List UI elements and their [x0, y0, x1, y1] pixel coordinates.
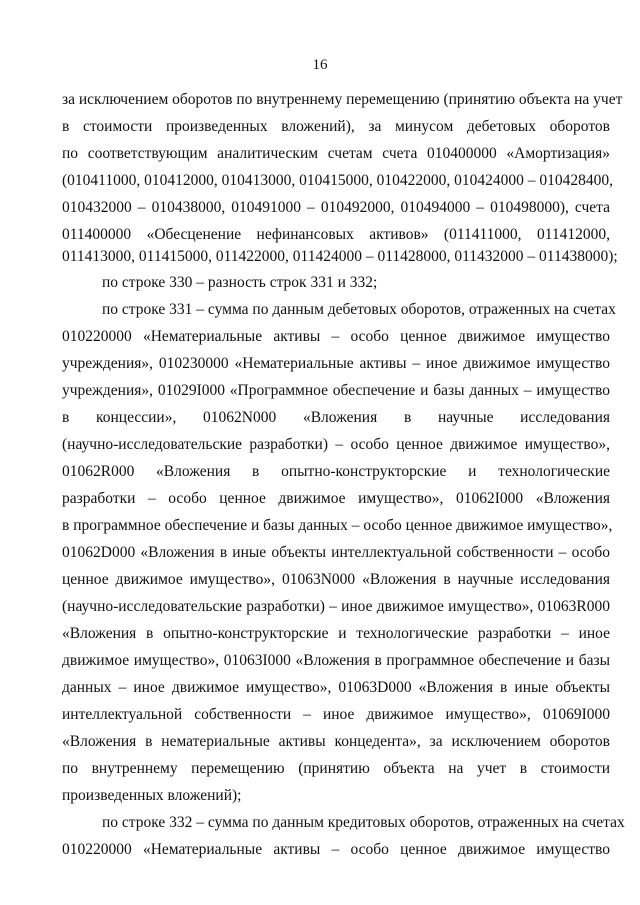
text-line: 010220000 «Нематериальные активы – особо ценное движимое имущество	[62, 841, 610, 858]
text-line: 01062R000 «Вложения в опытно-конструкторские и технологические	[62, 463, 610, 480]
text-line: 010220000 «Нематериальные активы – особо ценное движимое имущество	[62, 328, 610, 345]
text-line: по строке 330 – разность строк 331 и 332;	[102, 274, 378, 291]
text-line: в концессии», 01062N000 «Вложения в научные исследования	[62, 409, 610, 426]
text-line: разработки – особо ценное движимое имущество», 01062I000 «Вложения	[62, 490, 610, 507]
text-line: учреждения», 01029I000 «Программное обеспечение и базы данных – имущество	[62, 382, 610, 399]
text-line: (010411000, 010412000, 010413000, 010415000, 010422000, 010424000 – 010428400,	[62, 172, 613, 189]
text-line: за исключением оборотов по внутреннему перемещению (принятию объекта на учет	[62, 91, 623, 108]
text-line: 011413000, 011415000, 011422000, 011424000 – 011428000, 011432000 – 011438000);	[62, 248, 618, 265]
text-line: по строке 332 – сумма по данным кредитовых оборотов, отраженных на счетах	[102, 814, 625, 831]
text-line: произведенных вложений);	[62, 787, 242, 804]
text-line: по внутреннему перемещению (принятию объекта на учет в стоимости	[62, 760, 610, 777]
text-line: 010432000 – 010438000, 010491000 – 010492000, 010494000 – 010498000), счета	[62, 199, 610, 216]
text-line: 011400000 «Обесценение нефинансовых активов» (011411000, 011412000,	[62, 226, 610, 243]
text-line: учреждения», 010230000 «Нематериальные активы – иное движимое имущество	[62, 355, 610, 372]
page-number: 16	[312, 57, 328, 73]
text-line: (научно-исследовательские разработки) – иное движимое имущество», 01063R000	[62, 598, 610, 615]
text-line: по соответствующим аналитическим счетам счета 010400000 «Амортизация»	[62, 145, 610, 162]
text-line: интеллектуальной собственности – иное движимое имущество», 01069I000	[62, 706, 610, 723]
text-line: 01062D000 «Вложения в иные объекты интеллектуальной собственности – особо	[62, 544, 610, 561]
text-line: (научно-исследовательские разработки) – особо ценное движимое имущество»,	[62, 436, 610, 453]
text-line: движимое имущество», 01063I000 «Вложения в программное обеспечение и базы	[62, 652, 610, 669]
text-line: «Вложения в нематериальные активы концедента», за исключением оборотов	[62, 733, 610, 750]
text-line: «Вложения в опытно-конструкторские и технологические разработки – иное	[62, 625, 610, 642]
text-line: по строке 331 – сумма по данным дебетовых оборотов, отраженных на счетах	[102, 301, 616, 318]
text-line: в программное обеспечение и базы данных – особо ценное движимое имущество»,	[62, 517, 613, 534]
text-line: ценное движимое имущество», 01063N000 «Вложения в научные исследования	[62, 571, 610, 588]
text-line: данных – иное движимое имущество», 01063D000 «Вложения в иные объекты	[62, 679, 610, 696]
text-line: в стоимости произведенных вложений), за минусом дебетовых оборотов	[62, 118, 610, 135]
